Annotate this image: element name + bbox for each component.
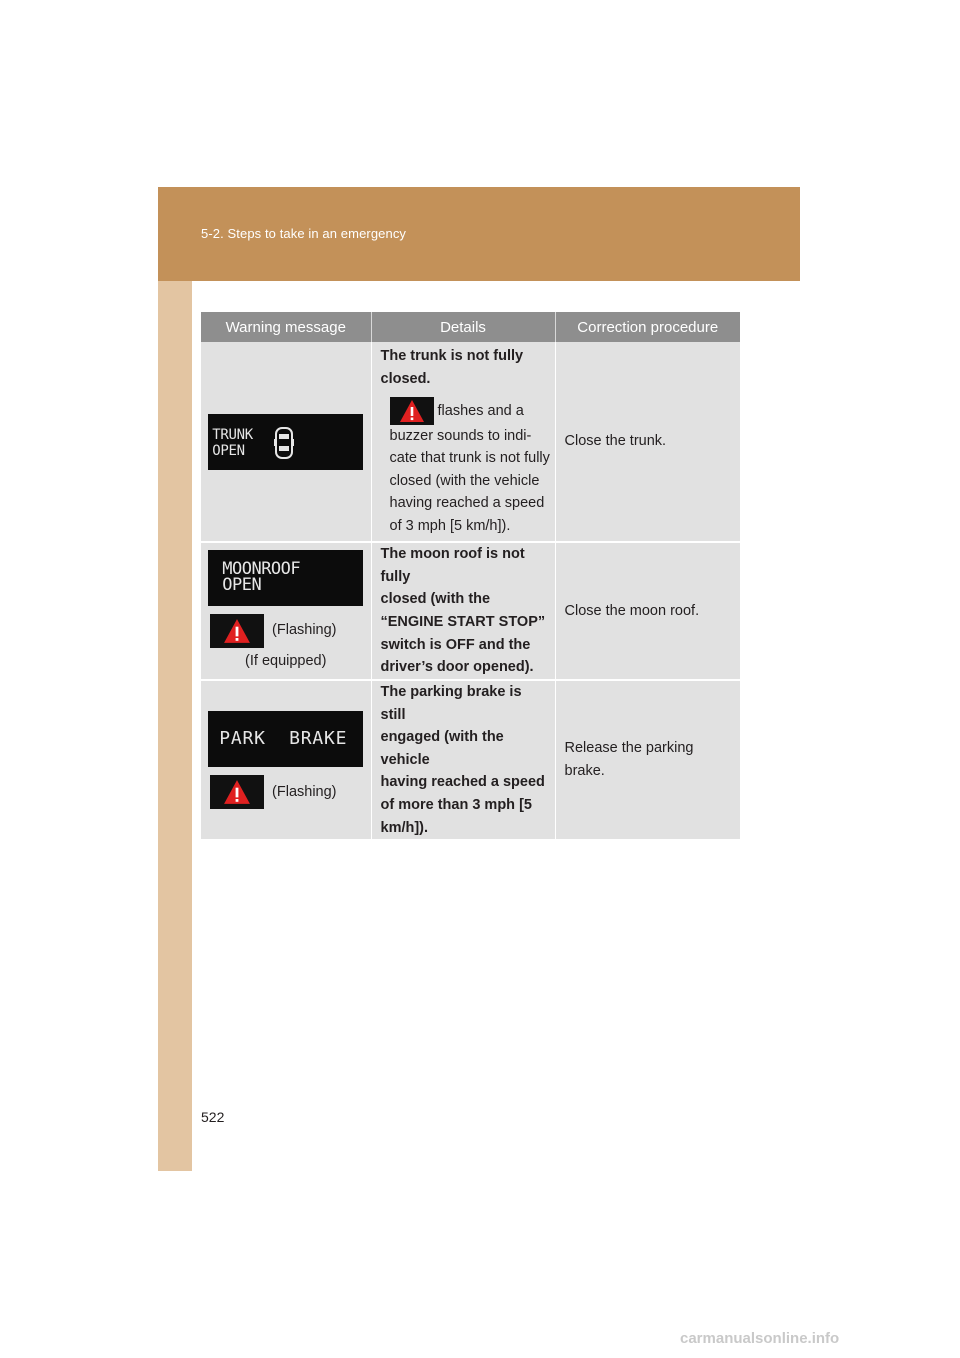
details-bold-line: closed. (380, 371, 431, 388)
details-text: closed (with the vehicle (389, 472, 540, 489)
correction-text: Close the trunk. (564, 433, 667, 450)
correction-text: brake. (564, 763, 605, 780)
details-bold-line: closed (with the (380, 591, 491, 608)
details-text: of 3 mph [5 km/h]). (389, 517, 511, 534)
trunk-open-display (208, 414, 363, 470)
flashing-label: (Flashing) (272, 622, 337, 639)
details-text: buzzer sounds to indi- (389, 427, 532, 444)
details-text: flashes and a (437, 402, 524, 419)
watermark: carmanualsonline.info (680, 1330, 840, 1347)
details-cell (371, 342, 555, 542)
details-text: cate that trunk is not fully (389, 450, 550, 467)
details-bold-line: having reached a speed (380, 774, 545, 791)
details-bold-line: switch is OFF and the (380, 636, 531, 653)
correction-text: Close the moon roof. (564, 602, 700, 619)
moonroof-open-display (208, 550, 363, 606)
column-header-correction: Correction procedure (555, 312, 740, 342)
correction-text: Release the parking (564, 740, 694, 757)
correction-cell (555, 542, 740, 680)
flashing-label: (Flashing) (272, 783, 337, 800)
display-line: TRUNK (212, 426, 253, 443)
details-bold-line: engaged (with the vehicle (380, 729, 504, 768)
correction-cell (555, 680, 740, 840)
warning-message-cell (201, 342, 371, 542)
display-line: OPEN (222, 574, 262, 595)
column-header-warning-message: Warning message (201, 312, 371, 342)
warning-triangle-icon (210, 775, 264, 809)
details-bold-line: km/h]). (380, 819, 429, 836)
warning-triangle-icon (210, 614, 264, 648)
page-number: 522 (201, 1109, 225, 1125)
section-title: 5-2. Steps to take in an emergency (201, 226, 407, 241)
side-strip (158, 187, 192, 1171)
details-bold-line: of more than 3 mph [5 (380, 796, 532, 813)
column-header-details: Details (371, 312, 555, 342)
details-bold-line: driver’s door opened). (380, 659, 534, 676)
warning-table (201, 312, 740, 841)
warning-message-cell (201, 680, 371, 840)
display-line: PARK BRAKE (219, 728, 348, 750)
display-line: MOONROOF (222, 558, 301, 579)
details-bold-line: “ENGINE START STOP” (380, 614, 546, 630)
table-header-row (201, 312, 740, 342)
table-row (201, 342, 740, 542)
table-row (201, 680, 740, 840)
details-cell (371, 680, 555, 840)
warning-message-cell (201, 542, 371, 680)
park-brake-display (208, 711, 363, 767)
warning-triangle-icon (390, 397, 434, 425)
details-cell (371, 542, 555, 680)
correction-cell (555, 342, 740, 542)
details-bold-line: The trunk is not fully (380, 348, 524, 365)
details-text: having reached a speed (389, 495, 545, 512)
details-bold-line: The parking brake is still (380, 684, 522, 723)
table-row (201, 542, 740, 680)
if-equipped-note: (If equipped) (245, 652, 327, 669)
car-top-view-icon (274, 427, 294, 459)
display-line: OPEN (212, 442, 245, 459)
details-bold-line: The moon roof is not fully (380, 546, 525, 585)
